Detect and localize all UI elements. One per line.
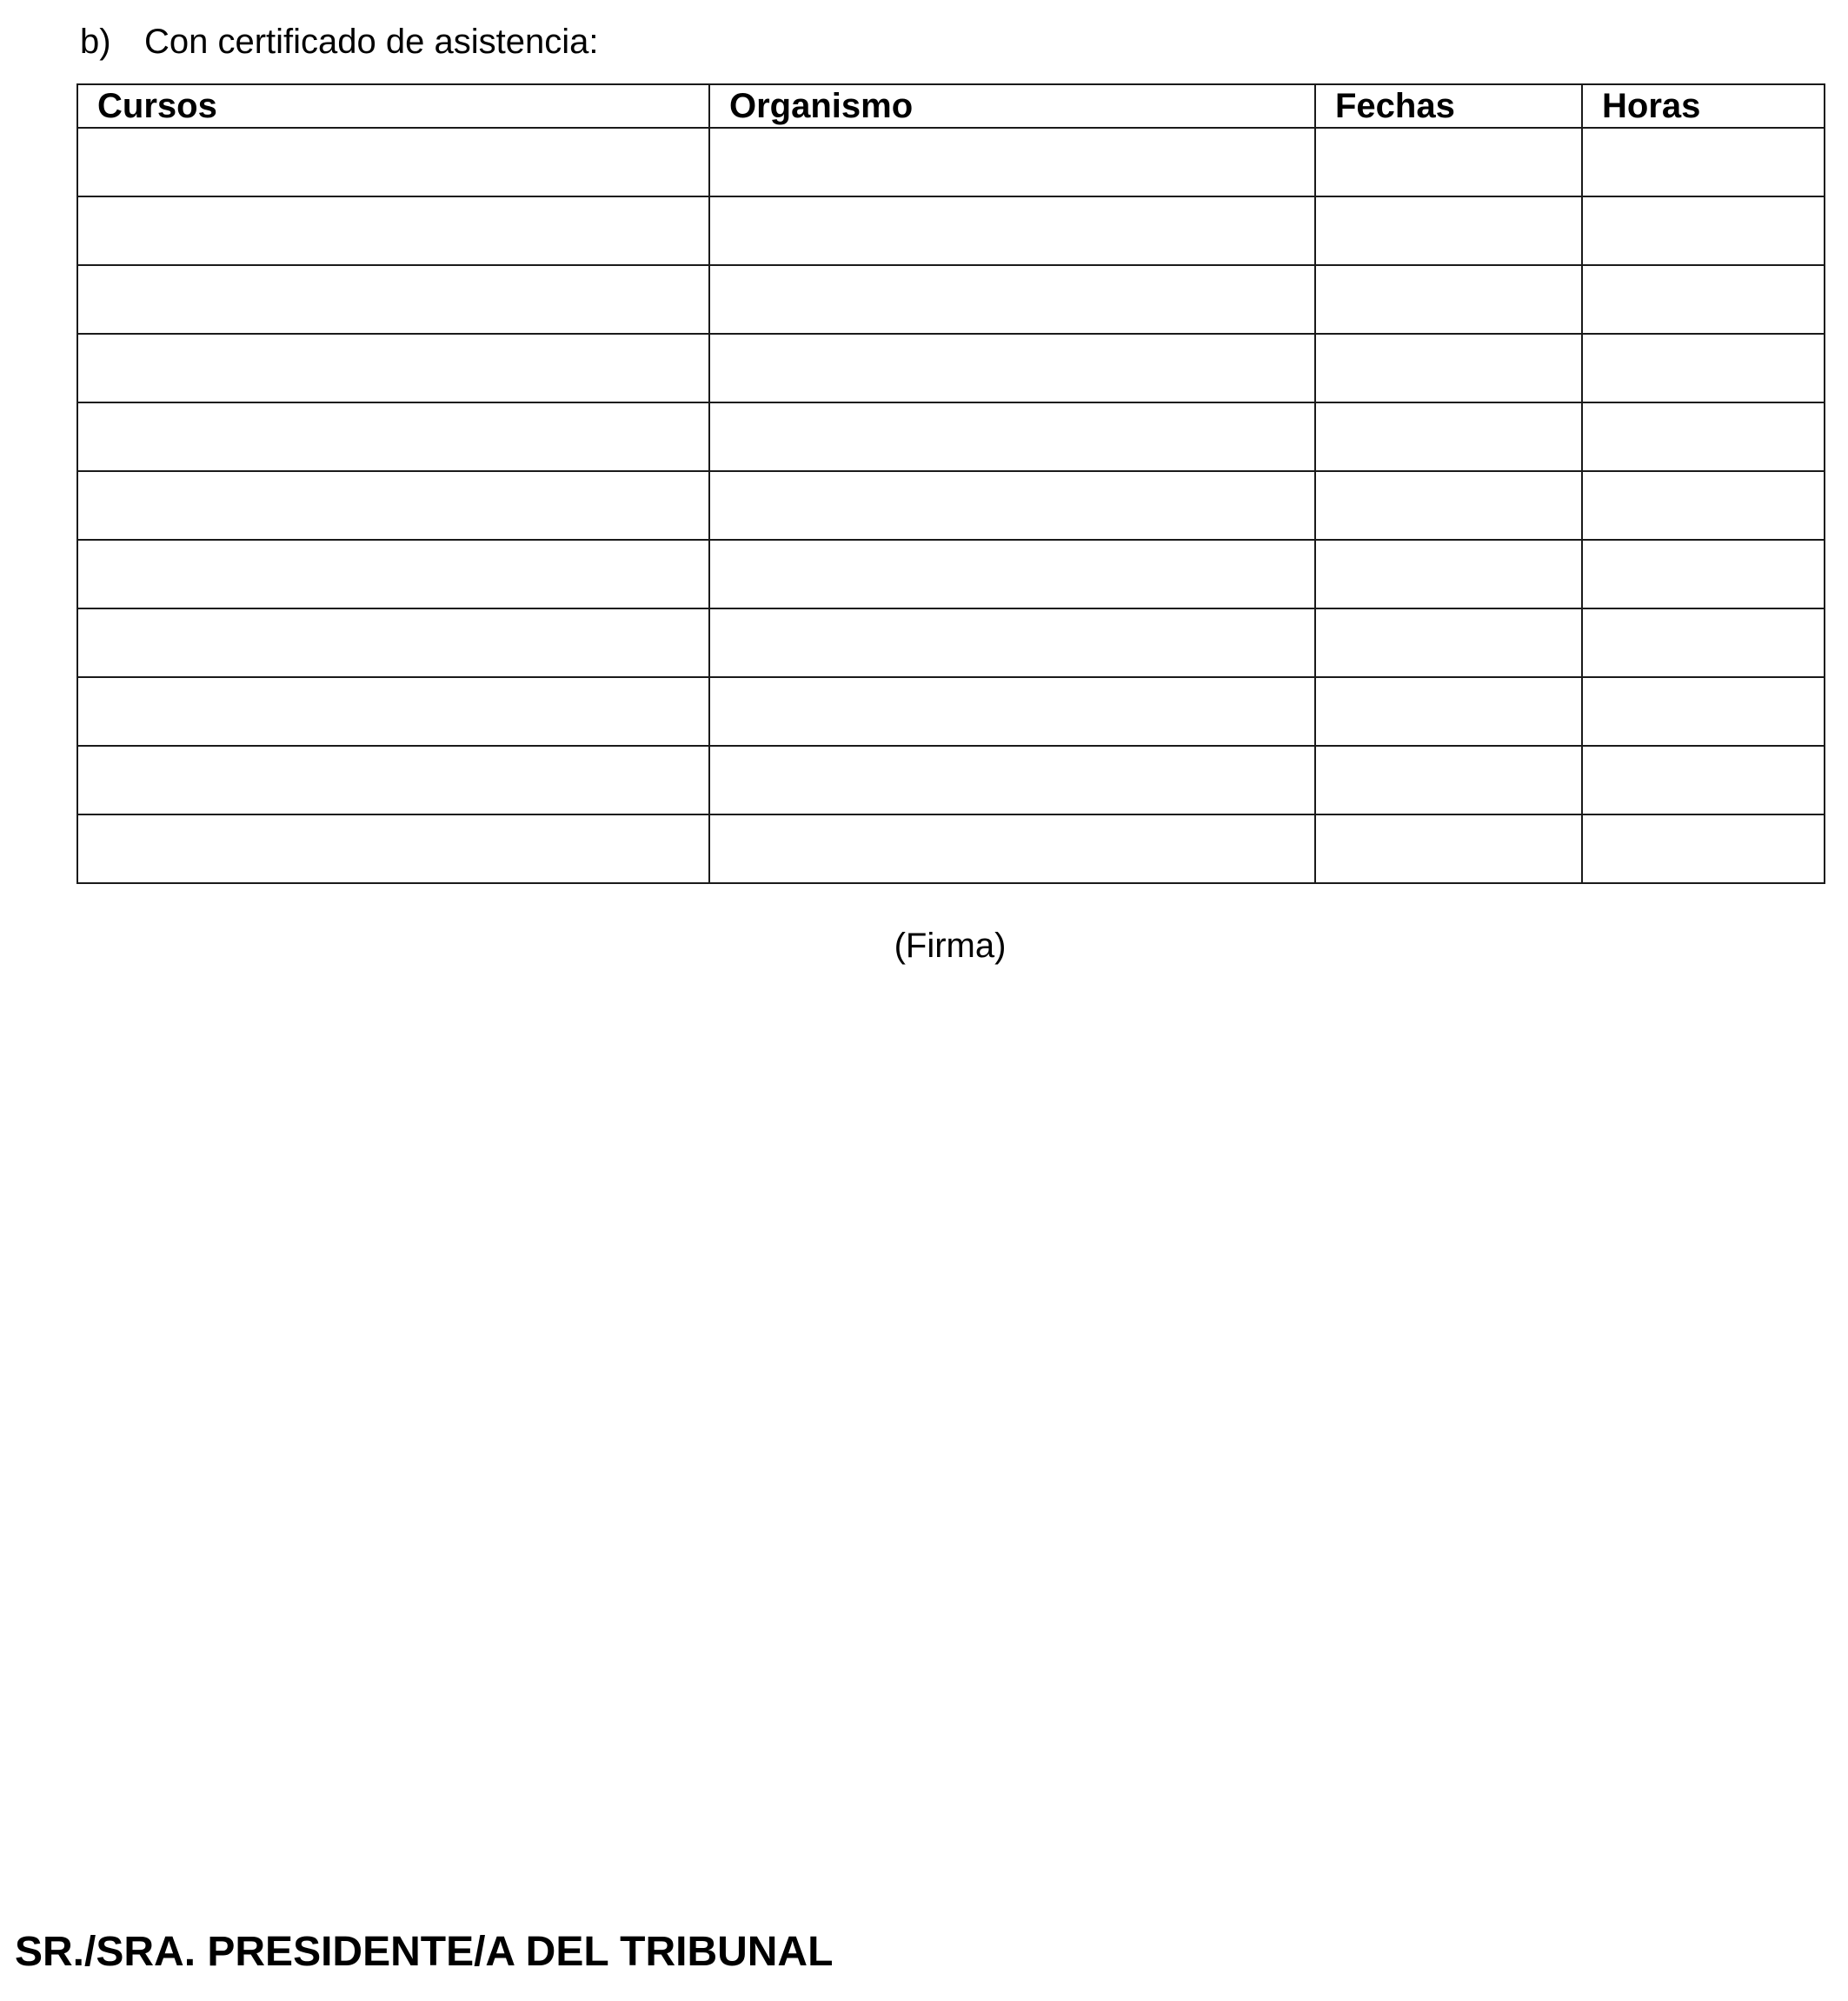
cell-horas[interactable] bbox=[1582, 334, 1825, 402]
section-heading bbox=[80, 19, 599, 64]
cell-organismo[interactable] bbox=[709, 196, 1315, 265]
table-row bbox=[77, 128, 1825, 196]
section-letter: b) bbox=[80, 23, 111, 61]
column-header-organismo: Organismo bbox=[709, 84, 1315, 128]
cell-fechas[interactable] bbox=[1315, 402, 1582, 471]
courses-table bbox=[76, 83, 1825, 884]
cell-organismo[interactable] bbox=[709, 540, 1315, 608]
cell-cursos[interactable] bbox=[77, 128, 709, 196]
table-row bbox=[77, 677, 1825, 746]
cell-horas[interactable] bbox=[1582, 265, 1825, 334]
cell-fechas[interactable] bbox=[1315, 677, 1582, 746]
table-row bbox=[77, 471, 1825, 540]
cell-fechas[interactable] bbox=[1315, 540, 1582, 608]
cell-fechas[interactable] bbox=[1315, 608, 1582, 677]
cell-fechas[interactable] bbox=[1315, 334, 1582, 402]
cell-cursos[interactable] bbox=[77, 746, 709, 814]
table-row bbox=[77, 746, 1825, 814]
table-row bbox=[77, 265, 1825, 334]
cell-organismo[interactable] bbox=[709, 471, 1315, 540]
cell-cursos[interactable] bbox=[77, 334, 709, 402]
cell-horas[interactable] bbox=[1582, 746, 1825, 814]
cell-organismo[interactable] bbox=[709, 265, 1315, 334]
addressee-heading: SR./SRA. PRESIDENTE/A DEL TRIBUNAL bbox=[15, 1929, 834, 1975]
cell-horas[interactable] bbox=[1582, 128, 1825, 196]
table-row bbox=[77, 196, 1825, 265]
cell-fechas[interactable] bbox=[1315, 471, 1582, 540]
cell-cursos[interactable] bbox=[77, 608, 709, 677]
cell-horas[interactable] bbox=[1582, 814, 1825, 883]
cell-organismo[interactable] bbox=[709, 402, 1315, 471]
cell-horas[interactable] bbox=[1582, 540, 1825, 608]
cell-cursos[interactable] bbox=[77, 677, 709, 746]
column-header-fechas: Fechas bbox=[1315, 84, 1582, 128]
signature-label: (Firma) bbox=[894, 927, 1007, 965]
column-header-horas: Horas bbox=[1582, 84, 1825, 128]
cell-organismo[interactable] bbox=[709, 608, 1315, 677]
cell-cursos[interactable] bbox=[77, 402, 709, 471]
cell-organismo[interactable] bbox=[709, 677, 1315, 746]
cell-fechas[interactable] bbox=[1315, 746, 1582, 814]
cell-organismo[interactable] bbox=[709, 128, 1315, 196]
cell-organismo[interactable] bbox=[709, 334, 1315, 402]
cell-horas[interactable] bbox=[1582, 196, 1825, 265]
cell-fechas[interactable] bbox=[1315, 814, 1582, 883]
cell-cursos[interactable] bbox=[77, 540, 709, 608]
cell-cursos[interactable] bbox=[77, 196, 709, 265]
table-row bbox=[77, 334, 1825, 402]
table-row bbox=[77, 402, 1825, 471]
cell-organismo[interactable] bbox=[709, 814, 1315, 883]
table-row bbox=[77, 814, 1825, 883]
cell-fechas[interactable] bbox=[1315, 128, 1582, 196]
column-header-cursos: Cursos bbox=[77, 84, 709, 128]
cell-cursos[interactable] bbox=[77, 265, 709, 334]
cell-fechas[interactable] bbox=[1315, 196, 1582, 265]
table-row bbox=[77, 540, 1825, 608]
cell-fechas[interactable] bbox=[1315, 265, 1582, 334]
cell-horas[interactable] bbox=[1582, 402, 1825, 471]
cell-organismo[interactable] bbox=[709, 746, 1315, 814]
cell-cursos[interactable] bbox=[77, 814, 709, 883]
section-title: Con certificado de asistencia: bbox=[144, 23, 599, 61]
table-header-row bbox=[77, 84, 1825, 128]
cell-horas[interactable] bbox=[1582, 608, 1825, 677]
cell-horas[interactable] bbox=[1582, 677, 1825, 746]
table-row bbox=[77, 608, 1825, 677]
cell-horas[interactable] bbox=[1582, 471, 1825, 540]
cell-cursos[interactable] bbox=[77, 471, 709, 540]
